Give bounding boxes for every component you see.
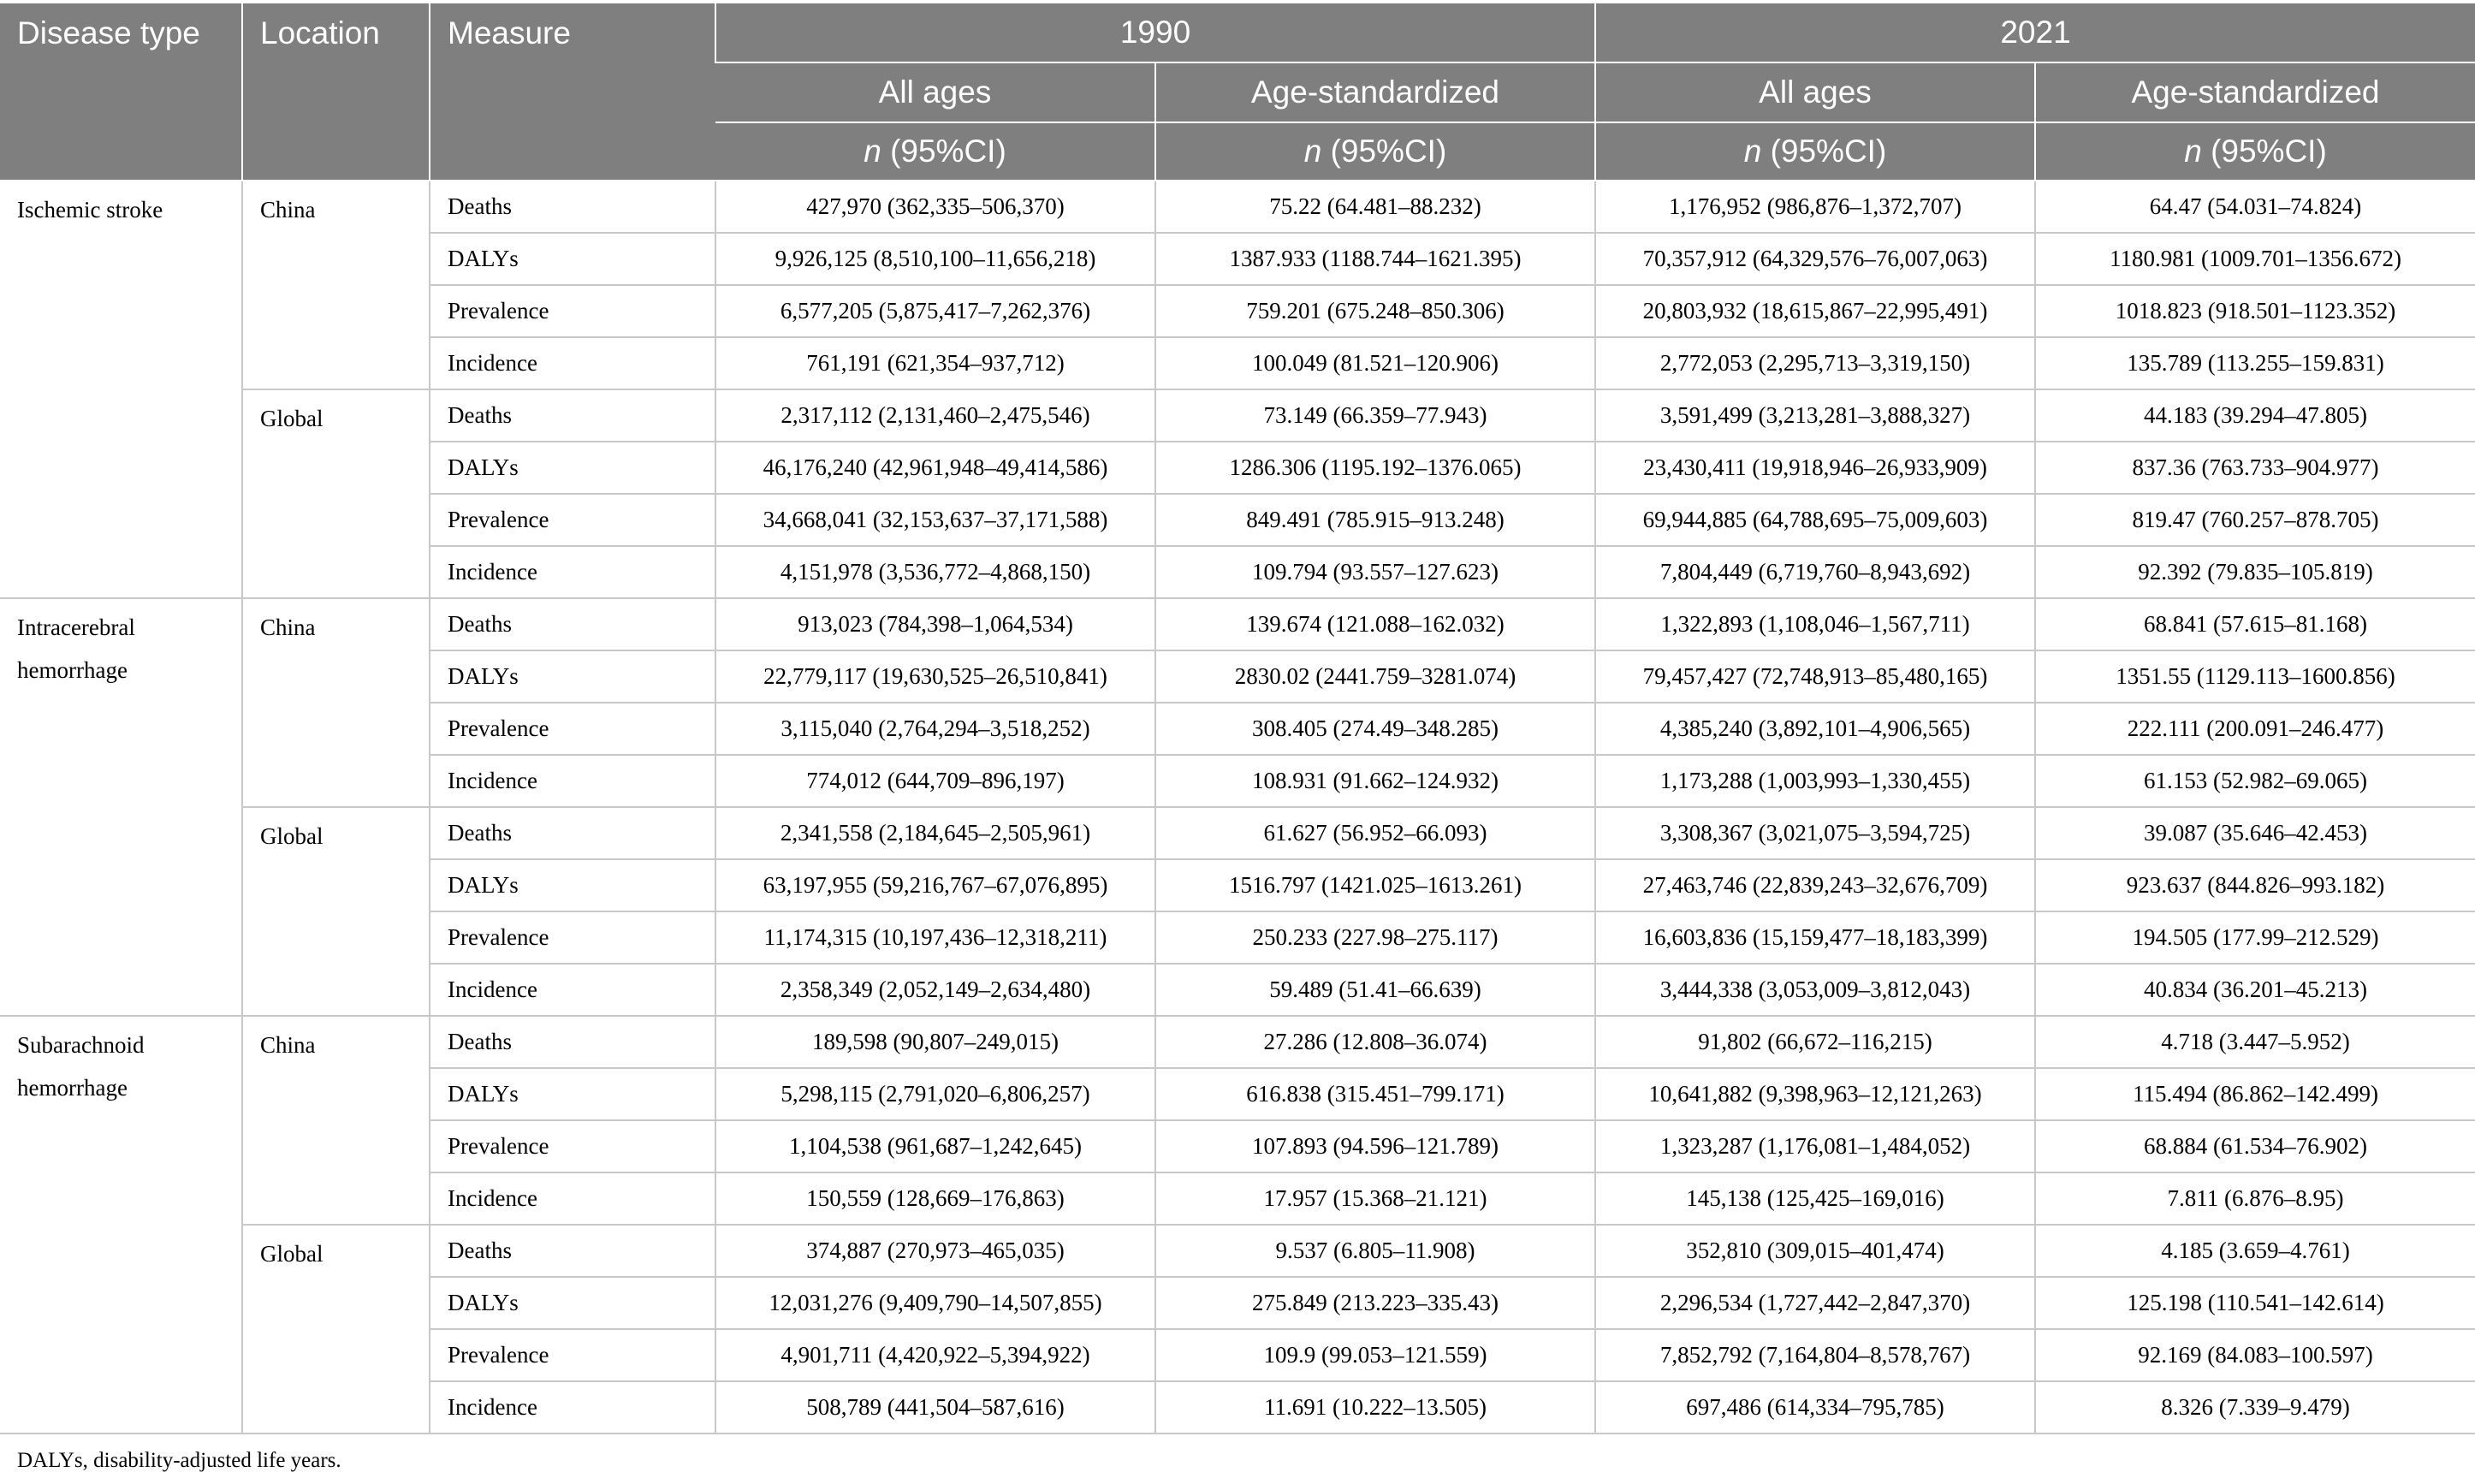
- value-cell: 7,804,449 (6,719,760–8,943,692): [1595, 546, 2035, 598]
- header-n-ci: [2035, 122, 2475, 181]
- value-cell: 923.637 (844.826–993.182): [2035, 859, 2475, 911]
- measure-cell: Deaths: [430, 807, 715, 859]
- value-cell: 7,852,792 (7,164,804–8,578,767): [1595, 1329, 2035, 1381]
- value-cell: 2,772,053 (2,295,713–3,319,150): [1595, 337, 2035, 389]
- value-cell: 139.674 (121.088–162.032): [1155, 598, 1595, 650]
- value-cell: 4.718 (3.447–5.952): [2035, 1016, 2475, 1068]
- measure-cell: Incidence: [430, 337, 715, 389]
- location-cell: Global: [242, 1225, 430, 1434]
- header-age-standardized: Age-standardized: [2035, 62, 2475, 122]
- header-ci: (95%CI): [2201, 134, 2327, 169]
- value-cell: 27,463,746 (22,839,243–32,676,709): [1595, 859, 2035, 911]
- value-cell: 11.691 (10.222–13.505): [1155, 1381, 1595, 1434]
- value-cell: 63,197,955 (59,216,767–67,076,895): [715, 859, 1155, 911]
- value-cell: 64.47 (54.031–74.824): [2035, 181, 2475, 233]
- value-cell: 4,901,711 (4,420,922–5,394,922): [715, 1329, 1155, 1381]
- value-cell: 16,603,836 (15,159,477–18,183,399): [1595, 911, 2035, 964]
- value-cell: 222.111 (200.091–246.477): [2035, 703, 2475, 755]
- value-cell: 135.789 (113.255–159.831): [2035, 337, 2475, 389]
- value-cell: 819.47 (760.257–878.705): [2035, 494, 2475, 546]
- value-cell: 849.491 (785.915–913.248): [1155, 494, 1595, 546]
- measure-cell: Prevalence: [430, 1329, 715, 1381]
- value-cell: 2,341,558 (2,184,645–2,505,961): [715, 807, 1155, 859]
- value-cell: 913,023 (784,398–1,064,534): [715, 598, 1155, 650]
- value-cell: 40.834 (36.201–45.213): [2035, 964, 2475, 1016]
- measure-cell: DALYs: [430, 650, 715, 703]
- value-cell: 275.849 (213.223–335.43): [1155, 1277, 1595, 1329]
- measure-cell: Deaths: [430, 389, 715, 442]
- value-cell: 8.326 (7.339–9.479): [2035, 1381, 2475, 1434]
- value-cell: 189,598 (90,807–249,015): [715, 1016, 1155, 1068]
- value-cell: 100.049 (81.521–120.906): [1155, 337, 1595, 389]
- measure-cell: Prevalence: [430, 703, 715, 755]
- value-cell: 46,176,240 (42,961,948–49,414,586): [715, 442, 1155, 494]
- disease-type-cell: Ischemic stroke: [0, 181, 242, 598]
- value-cell: 70,357,912 (64,329,576–76,007,063): [1595, 233, 2035, 285]
- value-cell: 4.185 (3.659–4.761): [2035, 1225, 2475, 1277]
- value-cell: 2,358,349 (2,052,149–2,634,480): [715, 964, 1155, 1016]
- value-cell: 3,115,040 (2,764,294–3,518,252): [715, 703, 1155, 755]
- value-cell: 2,317,112 (2,131,460–2,475,546): [715, 389, 1155, 442]
- measure-cell: DALYs: [430, 233, 715, 285]
- measure-cell: Incidence: [430, 1381, 715, 1434]
- value-cell: 1,104,538 (961,687–1,242,645): [715, 1120, 1155, 1172]
- table-row: [0, 598, 2475, 650]
- value-cell: 59.489 (51.41–66.639): [1155, 964, 1595, 1016]
- measure-cell: Deaths: [430, 598, 715, 650]
- value-cell: 308.405 (274.49–348.285): [1155, 703, 1595, 755]
- value-cell: 374,887 (270,973–465,035): [715, 1225, 1155, 1277]
- header-ci: (95%CI): [1761, 134, 1887, 169]
- measure-cell: DALYs: [430, 442, 715, 494]
- table-row: [0, 807, 2475, 859]
- value-cell: 774,012 (644,709–896,197): [715, 755, 1155, 807]
- location-cell: China: [242, 1016, 430, 1225]
- value-cell: 11,174,315 (10,197,436–12,318,211): [715, 911, 1155, 964]
- value-cell: 2830.02 (2441.759–3281.074): [1155, 650, 1595, 703]
- measure-cell: Prevalence: [430, 285, 715, 337]
- value-cell: 115.494 (86.862–142.499): [2035, 1068, 2475, 1120]
- location-cell: China: [242, 181, 430, 389]
- value-cell: 1180.981 (1009.701–1356.672): [2035, 233, 2475, 285]
- value-cell: 1351.55 (1129.113–1600.856): [2035, 650, 2475, 703]
- value-cell: 4,385,240 (3,892,101–4,906,565): [1595, 703, 2035, 755]
- value-cell: 5,298,115 (2,791,020–6,806,257): [715, 1068, 1155, 1120]
- value-cell: 1,322,893 (1,108,046–1,567,711): [1595, 598, 2035, 650]
- value-cell: 761,191 (621,354–937,712): [715, 337, 1155, 389]
- header-age-standardized: Age-standardized: [1155, 62, 1595, 122]
- value-cell: 20,803,932 (18,615,867–22,995,491): [1595, 285, 2035, 337]
- value-cell: 508,789 (441,504–587,616): [715, 1381, 1155, 1434]
- table-body: [0, 181, 2475, 1434]
- table-row: [0, 1225, 2475, 1277]
- value-cell: 145,138 (125,425–169,016): [1595, 1172, 2035, 1225]
- measure-cell: Deaths: [430, 1225, 715, 1277]
- value-cell: 61.627 (56.952–66.093): [1155, 807, 1595, 859]
- value-cell: 352,810 (309,015–401,474): [1595, 1225, 2035, 1277]
- header-measure: Measure: [430, 3, 715, 181]
- value-cell: 68.884 (61.534–76.902): [2035, 1120, 2475, 1172]
- value-cell: 39.087 (35.646–42.453): [2035, 807, 2475, 859]
- measure-cell: Prevalence: [430, 494, 715, 546]
- measure-cell: Prevalence: [430, 1120, 715, 1172]
- header-n-ci: [715, 122, 1155, 181]
- value-cell: 1,173,288 (1,003,993–1,330,455): [1595, 755, 2035, 807]
- value-cell: 91,802 (66,672–116,215): [1595, 1016, 2035, 1068]
- value-cell: 92.392 (79.835–105.819): [2035, 546, 2475, 598]
- header-year-2021: 2021: [1595, 3, 2475, 62]
- value-cell: 2,296,534 (1,727,442–2,847,370): [1595, 1277, 2035, 1329]
- table-footnote: DALYs, disability-adjusted life years.: [17, 1449, 341, 1472]
- value-cell: 12,031,276 (9,409,790–14,507,855): [715, 1277, 1155, 1329]
- value-cell: 34,668,041 (32,153,637–37,171,588): [715, 494, 1155, 546]
- value-cell: 194.505 (177.99–212.529): [2035, 911, 2475, 964]
- measure-cell: Incidence: [430, 1172, 715, 1225]
- value-cell: 109.9 (99.053–121.559): [1155, 1329, 1595, 1381]
- value-cell: 9,926,125 (8,510,100–11,656,218): [715, 233, 1155, 285]
- header-n: n: [1743, 134, 1762, 169]
- header-n: n: [1303, 134, 1322, 169]
- measure-cell: Incidence: [430, 964, 715, 1016]
- header-year-1990: 1990: [715, 3, 1595, 62]
- value-cell: 108.931 (91.662–124.932): [1155, 755, 1595, 807]
- measure-cell: Incidence: [430, 755, 715, 807]
- table-row: [0, 389, 2475, 442]
- disease-type-cell: Intracerebral hemorrhage: [0, 598, 242, 1016]
- measure-cell: DALYs: [430, 1277, 715, 1329]
- value-cell: 75.22 (64.481–88.232): [1155, 181, 1595, 233]
- value-cell: 10,641,882 (9,398,963–12,121,263): [1595, 1068, 2035, 1120]
- table-row: [0, 181, 2475, 233]
- value-cell: 1286.306 (1195.192–1376.065): [1155, 442, 1595, 494]
- value-cell: 1,176,952 (986,876–1,372,707): [1595, 181, 2035, 233]
- value-cell: 837.36 (763.733–904.977): [2035, 442, 2475, 494]
- value-cell: 17.957 (15.368–21.121): [1155, 1172, 1595, 1225]
- value-cell: 250.233 (227.98–275.117): [1155, 911, 1595, 964]
- measure-cell: Deaths: [430, 181, 715, 233]
- measure-cell: DALYs: [430, 1068, 715, 1120]
- value-cell: 6,577,205 (5,875,417–7,262,376): [715, 285, 1155, 337]
- value-cell: 107.893 (94.596–121.789): [1155, 1120, 1595, 1172]
- value-cell: 23,430,411 (19,918,946–26,933,909): [1595, 442, 2035, 494]
- value-cell: 22,779,117 (19,630,525–26,510,841): [715, 650, 1155, 703]
- value-cell: 3,591,499 (3,213,281–3,888,327): [1595, 389, 2035, 442]
- location-cell: China: [242, 598, 430, 807]
- table-row: [0, 1016, 2475, 1068]
- value-cell: 109.794 (93.557–127.623): [1155, 546, 1595, 598]
- value-cell: 27.286 (12.808–36.074): [1155, 1016, 1595, 1068]
- value-cell: 1387.933 (1188.744–1621.395): [1155, 233, 1595, 285]
- value-cell: 697,486 (614,334–795,785): [1595, 1381, 2035, 1434]
- value-cell: 79,457,427 (72,748,913–85,480,165): [1595, 650, 2035, 703]
- value-cell: 3,308,367 (3,021,075–3,594,725): [1595, 807, 2035, 859]
- value-cell: 44.183 (39.294–47.805): [2035, 389, 2475, 442]
- value-cell: 9.537 (6.805–11.908): [1155, 1225, 1595, 1277]
- measure-cell: Prevalence: [430, 911, 715, 964]
- value-cell: 73.149 (66.359–77.943): [1155, 389, 1595, 442]
- value-cell: 1018.823 (918.501–1123.352): [2035, 285, 2475, 337]
- value-cell: 3,444,338 (3,053,009–3,812,043): [1595, 964, 2035, 1016]
- value-cell: 427,970 (362,335–506,370): [715, 181, 1155, 233]
- value-cell: 68.841 (57.615–81.168): [2035, 598, 2475, 650]
- header-n-ci: [1595, 122, 2035, 181]
- value-cell: 92.169 (84.083–100.597): [2035, 1329, 2475, 1381]
- value-cell: 1,323,287 (1,176,081–1,484,052): [1595, 1120, 2035, 1172]
- header-all-ages: All ages: [715, 62, 1155, 122]
- value-cell: 4,151,978 (3,536,772–4,868,150): [715, 546, 1155, 598]
- measure-cell: Incidence: [430, 546, 715, 598]
- table-header: [0, 3, 2475, 181]
- value-cell: 69,944,885 (64,788,695–75,009,603): [1595, 494, 2035, 546]
- value-cell: 759.201 (675.248–850.306): [1155, 285, 1595, 337]
- value-cell: 1516.797 (1421.025–1613.261): [1155, 859, 1595, 911]
- header-location: Location: [242, 3, 430, 181]
- location-cell: Global: [242, 807, 430, 1016]
- header-ci: (95%CI): [881, 134, 1006, 169]
- disease-type-cell: Subarachnoid hemorrhage: [0, 1016, 242, 1434]
- header-n: n: [2184, 134, 2202, 169]
- data-table: [0, 3, 2475, 1434]
- value-cell: 7.811 (6.876–8.95): [2035, 1172, 2475, 1225]
- header-disease-type: Disease type: [0, 3, 242, 181]
- measure-cell: Deaths: [430, 1016, 715, 1068]
- header-ci: (95%CI): [1321, 134, 1447, 169]
- value-cell: 150,559 (128,669–176,863): [715, 1172, 1155, 1225]
- value-cell: 616.838 (315.451–799.171): [1155, 1068, 1595, 1120]
- value-cell: 125.198 (110.541–142.614): [2035, 1277, 2475, 1329]
- location-cell: Global: [242, 389, 430, 598]
- header-n: n: [864, 134, 881, 169]
- header-n-ci: [1155, 122, 1595, 181]
- header-all-ages: All ages: [1595, 62, 2035, 122]
- measure-cell: DALYs: [430, 859, 715, 911]
- value-cell: 61.153 (52.982–69.065): [2035, 755, 2475, 807]
